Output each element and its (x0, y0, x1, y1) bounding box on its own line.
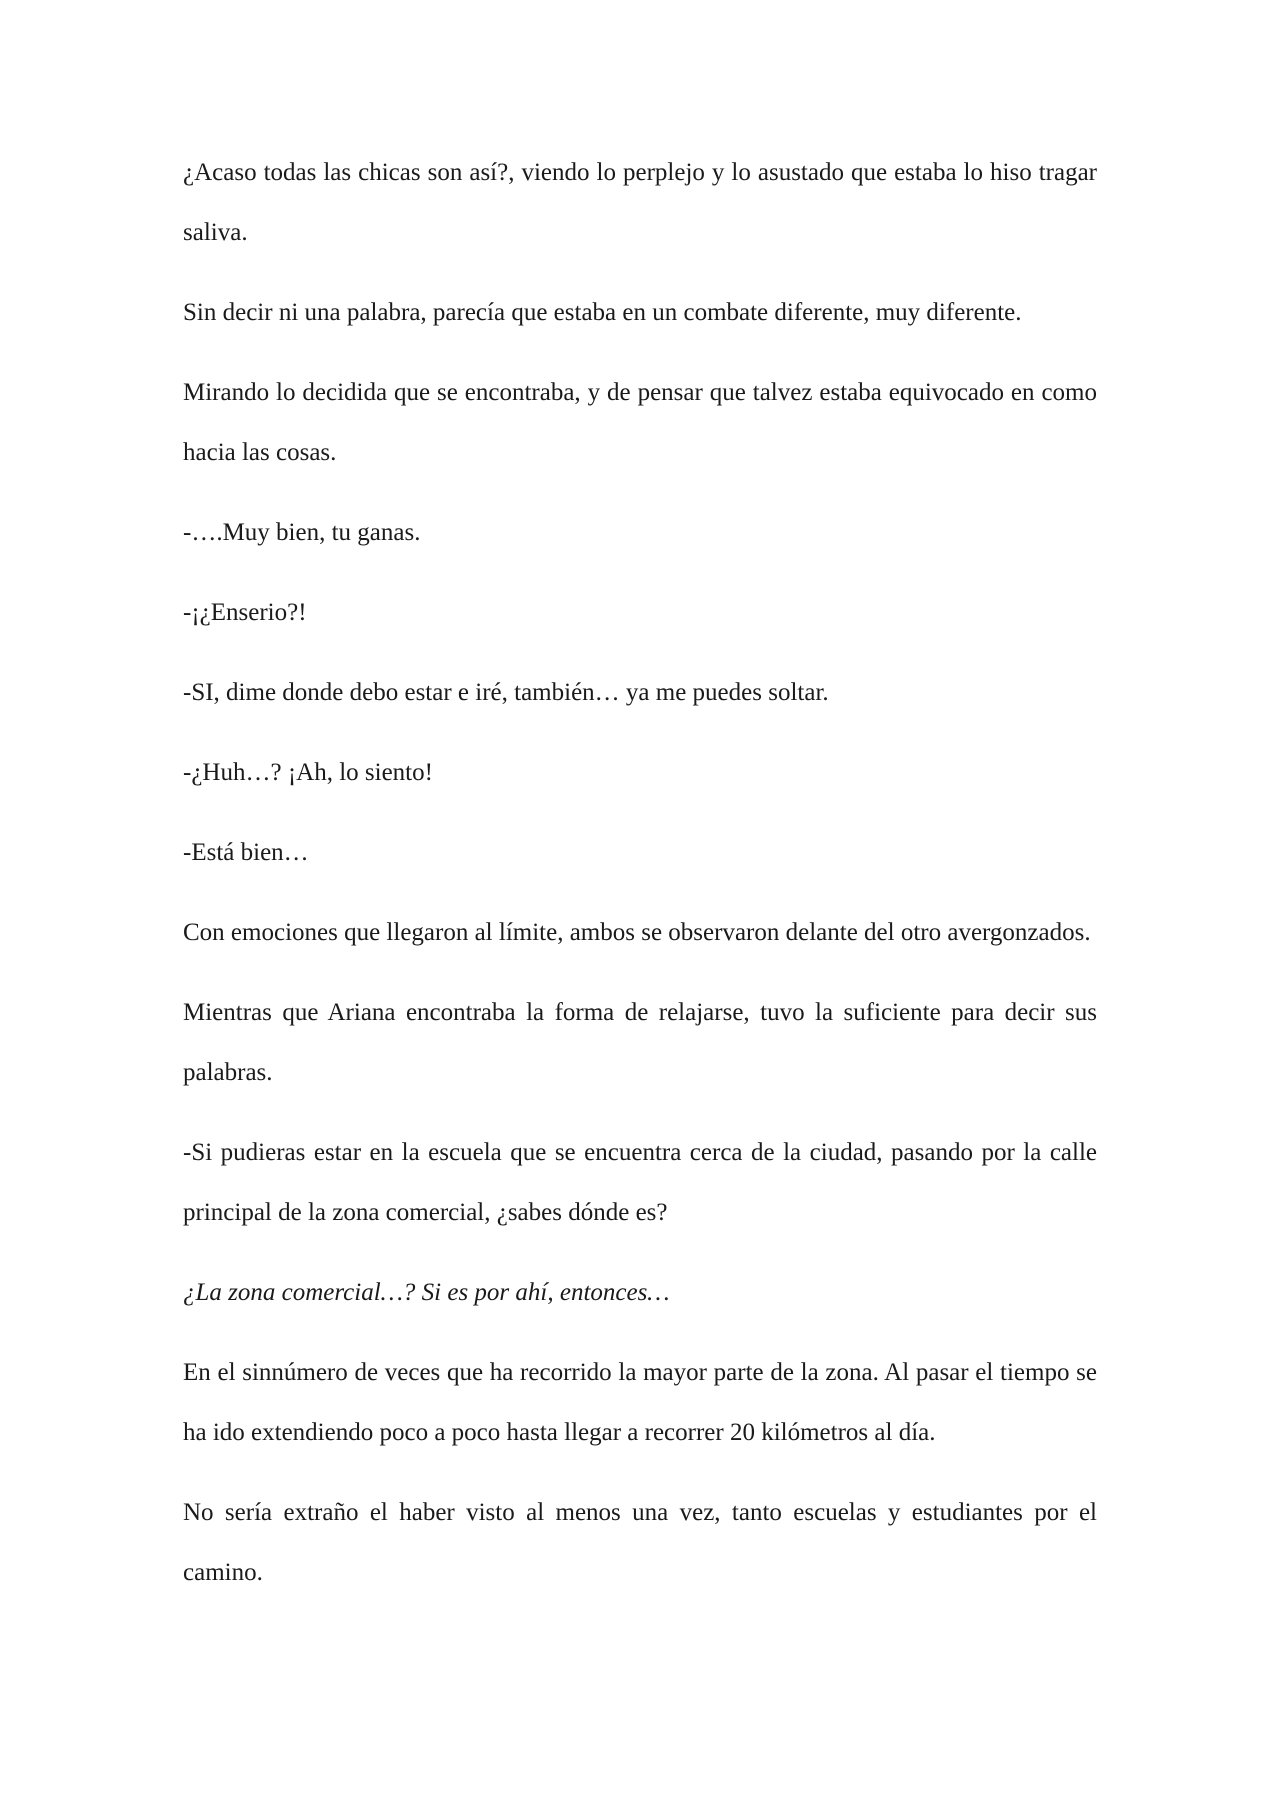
paragraph: Con emociones que llegaron al límite, ambos se observaron delante del otro avergonzados. (183, 919, 1091, 946)
paragraph: No sería extraño el haber visto al menos una vez, tanto escuelas y estudiantes por el camino. (183, 1499, 1097, 1586)
paragraph: Sin decir ni una palabra, parecía que estaba en un combate diferente, muy diferente. (183, 299, 1022, 326)
dialogue-line: -….Muy bien, tu ganas. (183, 519, 421, 546)
dialogue-line: -¿Huh…? ¡Ah, lo siento! (183, 759, 433, 786)
dialogue-line: -Está bien… (183, 839, 309, 866)
document-body (183, 143, 1097, 1623)
inner-thought: ¿La zona comercial…? Si es por ahí, entonces… (183, 1279, 670, 1306)
dialogue-line: -Si pudieras estar en la escuela que se encuentra cerca de la ciudad, pasando por la calle principal de la zona comercial, ¿sabes dónde es? (183, 1139, 1097, 1226)
dialogue-line: -¡¿Enserio?! (183, 599, 307, 626)
paragraph: En el sinnúmero de veces que ha recorrido la mayor parte de la zona. Al pasar el tiempo se ha ido extendiendo poco a poco hasta llegar a recorrer 20 kilómetros al día. (183, 1359, 1097, 1446)
paragraph: Mientras que Ariana encontraba la forma de relajarse, tuvo la suficiente para decir sus palabras. (183, 999, 1097, 1086)
paragraph: Mirando lo decidida que se encontraba, y de pensar que talvez estaba equivocado en como hacia las cosas. (183, 379, 1097, 466)
dialogue-line: -SI, dime donde debo estar e iré, también… ya me puedes soltar. (183, 679, 829, 706)
paragraph: ¿Acaso todas las chicas son así?, viendo lo perplejo y lo asustado que estaba lo hiso tragar saliva. (183, 159, 1097, 246)
